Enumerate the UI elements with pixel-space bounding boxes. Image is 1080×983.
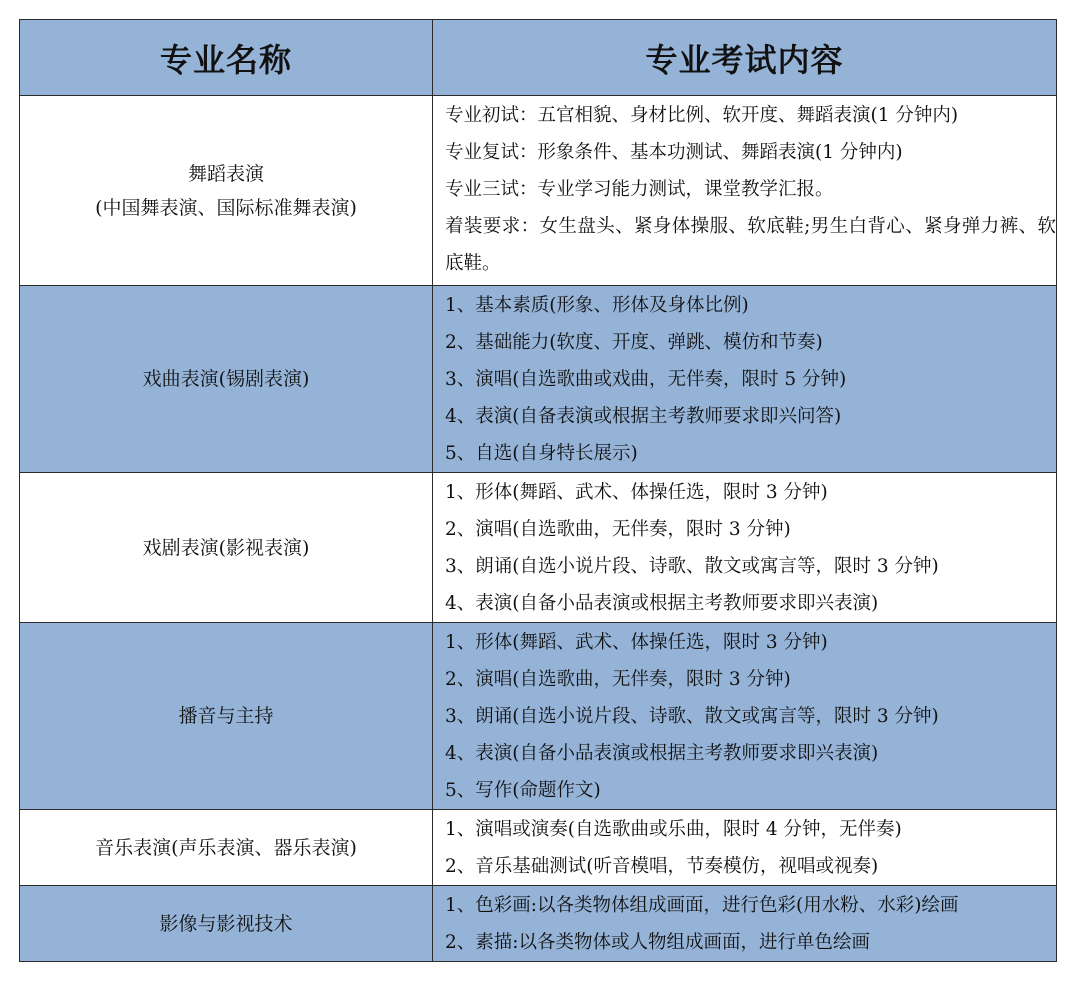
major-name-sub: (中国舞表演、国际标准舞表演): [95, 196, 357, 219]
content-line: 4、表演(自备小品表演或根据主考教师要求即兴表演): [445, 743, 879, 764]
content-line: 2、演唱(自选歌曲，无伴奏，限时 3 分钟): [445, 519, 791, 540]
major-name-cell: [20, 96, 433, 286]
table-header-row: [20, 20, 1057, 96]
exam-content-table: [19, 19, 1057, 962]
major-name: 播音与主持: [178, 705, 274, 727]
table-row: [20, 96, 1057, 286]
content-line: 1、形体(舞蹈、武术、体操任选，限时 3 分钟): [445, 632, 828, 653]
exam-content-cell: [433, 473, 1057, 623]
major-name-cell: [20, 623, 433, 810]
content-line: 2、演唱(自选歌曲，无伴奏，限时 3 分钟): [445, 669, 791, 690]
exam-content-cell: [433, 286, 1057, 473]
major-name: 舞蹈表演: [187, 162, 264, 185]
content-line: 5、写作(命题作文): [445, 780, 601, 801]
content-line: 专业三试：专业学习能力测试，课堂教学汇报。: [445, 179, 834, 200]
table-row: [20, 286, 1057, 473]
content-line: 着装要求：女生盘头、紧身体操服、软底鞋;男生白背心、紧身弹力裤、软底鞋。: [445, 216, 1056, 274]
content-line: 1、基本素质(形象、形体及身体比例): [445, 295, 749, 316]
major-name: 音乐表演(声乐表演、器乐表演): [95, 836, 357, 859]
content-line: 4、表演(自备表演或根据主考教师要求即兴问答): [445, 406, 842, 427]
content-line: 2、基础能力(软度、开度、弹跳、模仿和节奏): [445, 332, 823, 353]
table-row: [20, 623, 1057, 810]
content-line: 2、音乐基础测试(听音模唱，节奏模仿，视唱或视奏): [445, 856, 879, 877]
content-line: 专业初试：五官相貌、身材比例、软开度、舞蹈表演(1 分钟内): [445, 105, 959, 126]
content-line: 5、自选(自身特长展示): [445, 443, 638, 464]
major-name-cell: [20, 886, 433, 962]
exam-content-cell: [433, 886, 1057, 962]
major-name: 戏剧表演(影视表演): [142, 536, 310, 559]
content-line: 4、表演(自备小品表演或根据主考教师要求即兴表演): [445, 593, 879, 614]
header-major-name: 专业名称: [20, 20, 433, 96]
major-name: 戏曲表演(锡剧表演): [142, 368, 310, 390]
content-line: 2、素描:以各类物体或人物组成画面，进行单色绘画: [445, 932, 871, 953]
major-name: 影像与影视技术: [159, 912, 293, 935]
major-name-cell: [20, 286, 433, 473]
major-name-cell: [20, 810, 433, 886]
content-line: 3、朗诵(自选小说片段、诗歌、散文或寓言等，限时 3 分钟): [445, 706, 939, 727]
exam-content-cell: [433, 810, 1057, 886]
content-line: 专业复试：形象条件、基本功测试、舞蹈表演(1 分钟内): [445, 142, 903, 163]
content-line: 1、形体(舞蹈、武术、体操任选，限时 3 分钟): [445, 482, 828, 503]
exam-content-cell: [433, 96, 1057, 286]
exam-content-cell: [433, 623, 1057, 810]
table-row: [20, 886, 1057, 962]
content-line: 1、色彩画:以各类物体组成画面，进行色彩(用水粉、水彩)绘画: [445, 895, 959, 916]
content-line: 3、演唱(自选歌曲或戏曲，无伴奏，限时 5 分钟): [445, 369, 847, 390]
content-line: 1、演唱或演奏(自选歌曲或乐曲，限时 4 分钟，无伴奏): [445, 819, 902, 840]
table-row: [20, 810, 1057, 886]
header-exam-content: 专业考试内容: [433, 20, 1057, 96]
content-line: 3、朗诵(自选小说片段、诗歌、散文或寓言等，限时 3 分钟): [445, 556, 939, 577]
table-row: [20, 473, 1057, 623]
major-name-cell: [20, 473, 433, 623]
